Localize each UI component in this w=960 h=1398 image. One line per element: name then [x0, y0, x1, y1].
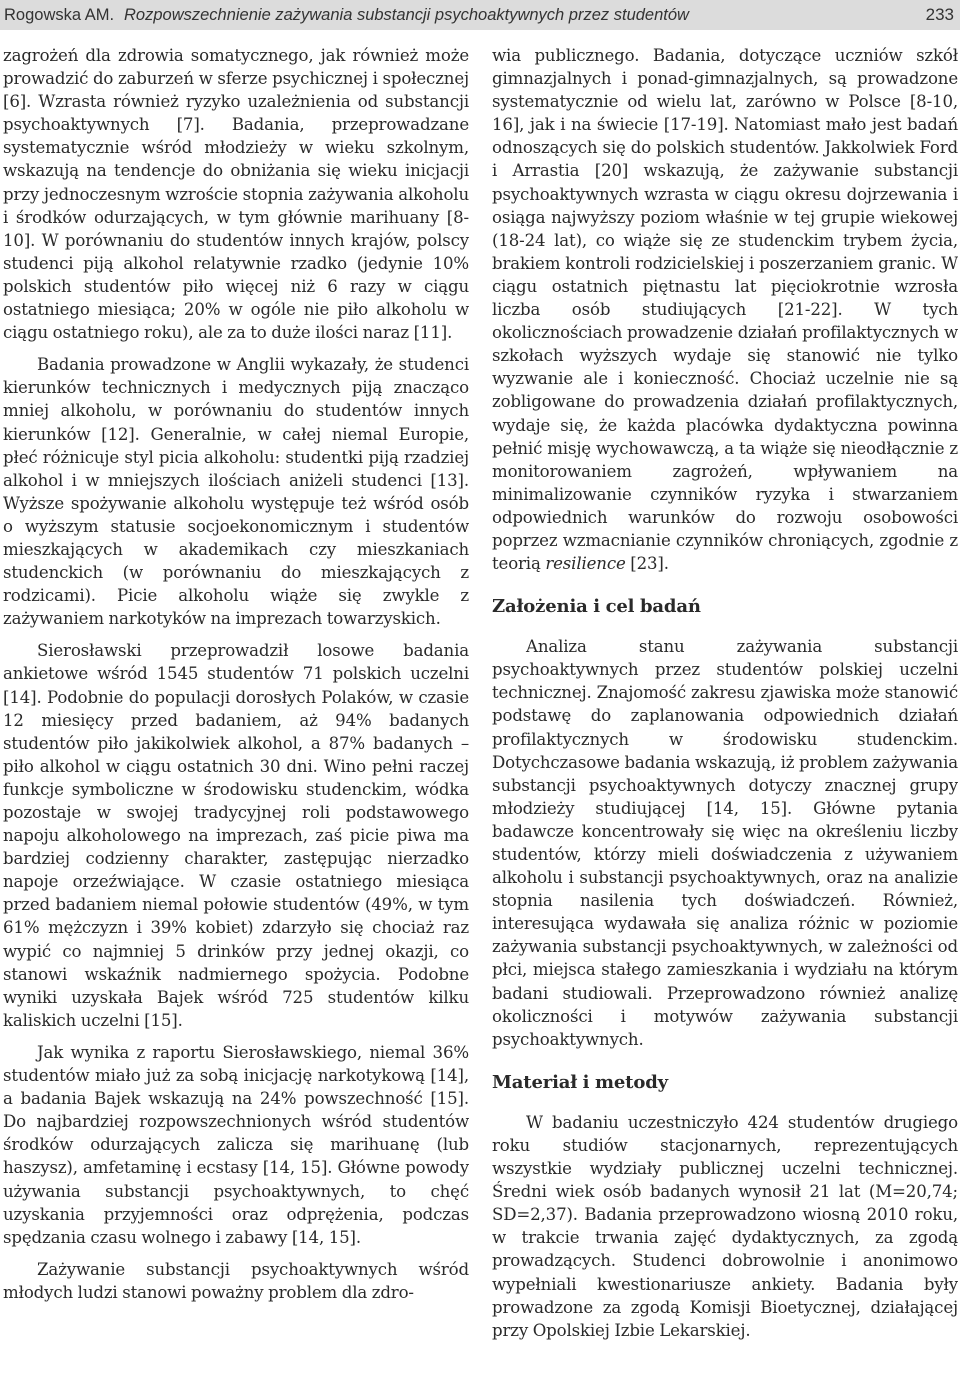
paragraph-methods: W badaniu uczestniczyło 424 studentów drugiego roku studiów stacjonarnych, reprezentujących wszystkie wydziały publicznej uczelni technicznej. Średni wiek osób badanych wynosił 21 lat (M=20,74; SD=2,37). Badania przeprowadzono wiosną 2010 roku, w trakcie trwania zajęć dydaktycznych, za zgodą prowadzących. Studenci dobrowolnie i anonimowo wypełniali kwestionariusze ankiety. Badania były prowadzone za zgodą Komisji Bioetycznej, działającej przy Opolskiej Izbie Lekarskiej. [492, 1112, 958, 1340]
paragraph-continued: zagrożeń dla zdrowia somatycznego, jak również może prowadzić do zaburzeń w sferze psychicznej i społecznej [6]. Wzrasta również ryzyko uzależnienia od substancji psychoaktywnych [7]. Badania, przeprowadzane systematycznie wśród młodzieży w wieku szkolnym, wskazują na tendencje do obniżania się wieku inicjacji przy jednoczesnym wzroście stopnia zażywania alkoholu i środków odurzających, w tym głównie marihuany [8-10]. W porównaniu do studentów innych krajów, polscy studenci piją alkohol relatywnie rzadko (jedynie 10% polskich studentów piło więcej niż 6 razy w ciągu ostatniego miesiąca; 20% w ogóle nie piło alkoholu w ciągu ostatniego roku), ale za to duże ilości naraz [11]. [3, 46, 469, 343]
paragraph-text-end: [23]. [625, 554, 669, 574]
paragraph-england-studies: Badania prowadzone w Anglii wykazały, że studenci kierunków technicznych i medycznych piją znacząco mniej alkoholu, w porównaniu do studentów innych kierunków [12]. Generalnie, w całej niemal Europie, płeć różnicuje styl picia alkoholu: studentki piją rzadziej alkohol i w mniejszych ilościach aniżeli studenci [13]. Wyższe spożywanie alkoholu występuje też wśród osób o wyższym statusie socjoekonomicznym i studentów mieszkających w akademikach czy mieszkaniach studenckich (w porównaniu do mieszkających z rodzicami). Picie alkoholu wiąże się zwykle z zażywaniem narkotyków na imprezach towarzyskich. [3, 355, 469, 629]
paragraph-public-health-continued [492, 44, 958, 575]
running-header [0, 0, 960, 30]
header-author: Rogowska AM. [4, 6, 115, 24]
paragraph-sieroslawski-survey: Sierosławski przeprowadził losowe badania ankietowe wśród 1545 studentów 71 polskich uczelni [14]. Podobnie do populacji dorosłych Polaków, w czasie 12 miesięcy przed badaniem, aż 94% badanych studentów piło jakikolwiek alkohol, a 87% badanych – piło alkohol w ciągu ostatnich 30 dni. Wino pełni raczej funkcje symboliczne w środowisku studenckim, wódka pozostaje w swojej tradycyjnej roli podstawowego napoju alkoholowego na imprezach, zaś picie piwa ma bardziej codzienny charakter, zastępując nierzadko napoje orzeźwiające. W czasie ostatniego miesiąca przed badaniem niemal połowie studentów (49%, w tym 61% mężczyzn i 39% kobiet) zdarzyło się chociaż raz wypić co najmniej 5 drinków przy jednej okazji, co stanowi wskaźnik nadmiernego spożycia. Podobne wyniki uzyskała Bajek wśród 725 studentów kilku kaliskich uczelni [15]. [3, 641, 469, 1030]
paragraph-public-health: Zażywanie substancji psychoaktywnych wśród młodych ludzi stanowi poważny problem dla zdro- [3, 1259, 469, 1302]
page-number: 233 [925, 5, 954, 24]
resilience-term: resilience [545, 554, 626, 574]
left-column [3, 44, 469, 1396]
paragraph-text: wia publicznego. Badania, dotyczące uczniów szkół gimnazjalnych i ponad-gimnazjalnych, są prowadzone systematycznie od wielu lat, zarówno w Polsce [8-10, 16], jak i na świecie [17-19]. Natomiast mało jest badań odnoszących się do polskich studentów. Jakkolwiek Ford i Arrastia [20] wskazują, że zażywanie substancji psychoaktywnych wzrasta w ciągu okresu dojrzewania i osiąga najwyższy poziom właśnie w tej grupie wiekowej (18-24 lat), co wiąże się ze studenckim trybem życia, brakiem kontroli rodzicielskiej i poszerzaniem granic. W ciągu ostatnich piętnastu lat pięciokrotnie wzrosła liczba osób studiujących [21-22]. W tych okolicznościach prowadzenie działań profilaktycznych w szkołach wyższych wydaje się stanowić nie tylko wyzwanie ale i konieczność. Chociaż uczelnie nie są zobligowane do prowadzenia działań profilaktycznych, wydaje się, że każda placówka dydaktyczna powinna pełnić misję wychowawczą, a ta wiąże się nieodłącznie z monitorowaniem zagrożeń, wpływaniem na minimalizowanie czynników ryzyka i stwarzaniem odpowiednich warunków do rozwoju osobowości poprzez wzmacnianie czynników chroniących, zgodnie z teorią [492, 46, 958, 574]
section-heading-methods: Materiał i metody [492, 1071, 668, 1093]
section-heading-aims: Założenia i cel badań [492, 596, 701, 618]
paragraph-aims: Analiza stanu zażywania substancji psychoaktywnych przez studentów polskiej uczelni technicznej. Znajomość zakresu zjawiska może stanowić podstawę do zaplanowania odpowiednich działań profilaktycznych w środowisku studenckim. Dotychczasowe badania wskazują, iż problem zażywania substancji psychoaktywnych dotyczy znacznej grupy młodzieży studiującej [14, 15]. Główne pytania badawcze koncentrowały się więc na określeniu liczby studentów, którzy mieli doświadczenia z używaniem alkoholu i substancji psychoaktywnych, oraz na analizie stopnia nasilenia tych doświadczeń. Również, interesująca wydawała się analiza różnic w poziomie zażywania substancji psychoaktywnych, w zależności od płci, miejsca stałego zamieszkania i wydziału na którym badani studiowali. Przeprowadzono również analizę okoliczności i motywów zażywania substancji psychoaktywnych. [492, 637, 958, 1049]
header-article-title: Rozpowszechnienie zażywania substancji psychoaktywnych przez studentów [124, 6, 689, 24]
right-column [492, 44, 958, 1396]
paragraph-drug-initiation: Jak wynika z raportu Sierosławskiego, niemal 36% studentów miało już za sobą inicjację narkotykową [14], a badania Bajek wskazują na 24% powszechność [15]. Do najbardziej rozpowszechnionych wśród studentów środków odurzających zalicza się marihuanę (lub haszysz), amfetaminę i ecstasy [14, 15]. Główne powody używania substancji psychoaktywnych, to chęć uzyskania przyjemności oraz odprężenia, podczas spędzania czasu wolnego i zabawy [14, 15]. [3, 1042, 469, 1247]
